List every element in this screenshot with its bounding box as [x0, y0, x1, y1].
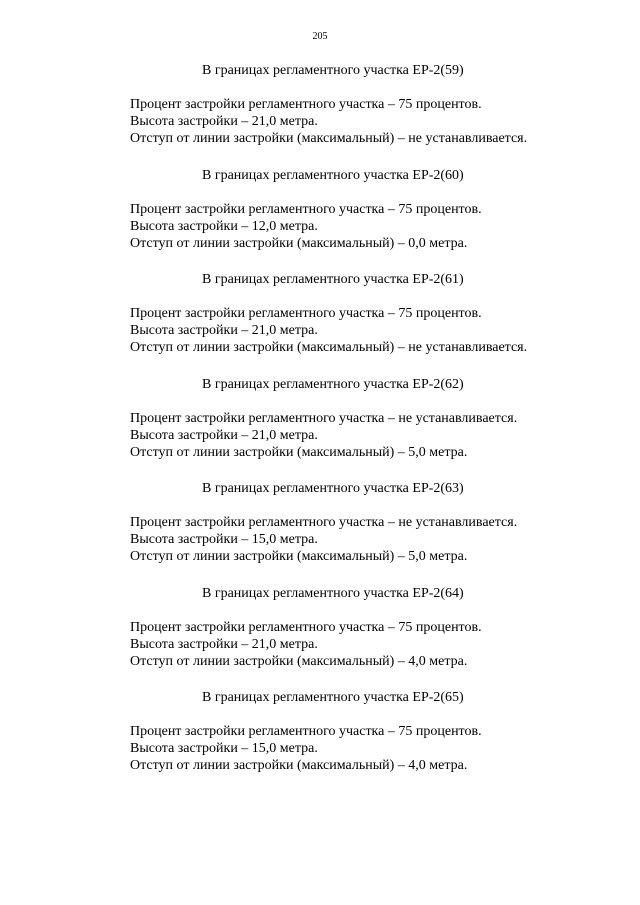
setback-line: Отступ от линии застройки (максимальный) – 0,0 метра.	[130, 235, 468, 251]
section-title: В границах регламентного участка ЕР-2(63)	[202, 481, 464, 496]
coverage-line: Процент застройки регламентного участка – не устанавливается.	[130, 515, 518, 530]
section-ep-2-60	[130, 167, 600, 272]
section-title: В границах регламентного участка ЕР-2(59)	[202, 63, 464, 78]
section-lines	[130, 619, 600, 670]
height-line: Высота застройки – 21,0 метра.	[130, 636, 318, 652]
height-line: Высота застройки – 12,0 метра.	[130, 218, 318, 234]
coverage-line: Процент застройки регламентного участка – не устанавливается.	[130, 410, 518, 426]
coverage-line: Процент застройки регламентного участка – 75 процентов.	[130, 724, 482, 739]
section-title: В границах регламентного участка ЕР-2(64)	[202, 585, 464, 601]
section-title: В границах регламентного участка ЕР-2(65)	[202, 690, 464, 705]
section-lines	[130, 201, 600, 252]
sections-list	[130, 62, 600, 794]
coverage-line: Процент застройки регламентного участка – 75 процентов.	[130, 97, 482, 112]
setback-line: Отступ от линии застройки (максимальный) – 5,0 метра.	[130, 549, 468, 564]
setback-line: Отступ от линии застройки (максимальный) – не устанавливается.	[130, 131, 528, 146]
section-lines	[130, 305, 600, 356]
section-ep-2-65	[130, 689, 600, 794]
setback-line: Отступ от линии застройки (максимальный) – не устанавливается.	[130, 340, 528, 355]
coverage-line: Процент застройки регламентного участка – 75 процентов.	[130, 619, 482, 635]
section-title: В границах регламентного участка ЕР-2(61)	[202, 272, 464, 287]
section-title: В границах регламентного участка ЕР-2(62)	[202, 376, 464, 392]
section-lines	[130, 96, 600, 147]
setback-line: Отступ от линии застройки (максимальный) – 5,0 метра.	[130, 444, 468, 460]
section-ep-2-59	[130, 62, 600, 167]
section-ep-2-62	[130, 376, 600, 481]
section-lines	[130, 410, 600, 461]
height-line: Высота застройки – 21,0 метра.	[130, 323, 318, 338]
height-line: Высота застройки – 15,0 метра.	[130, 532, 318, 547]
setback-line: Отступ от линии застройки (максимальный) – 4,0 метра.	[130, 653, 468, 669]
height-line: Высота застройки – 21,0 метра.	[130, 114, 318, 129]
coverage-line: Процент застройки регламентного участка – 75 процентов.	[130, 306, 482, 321]
section-ep-2-61	[130, 271, 600, 376]
height-line: Высота застройки – 15,0 метра.	[130, 741, 318, 756]
section-lines	[130, 514, 600, 565]
setback-line: Отступ от линии застройки (максимальный) – 4,0 метра.	[130, 758, 468, 773]
section-lines	[130, 723, 600, 774]
coverage-line: Процент застройки регламентного участка – 75 процентов.	[130, 201, 482, 217]
page-number: 205	[312, 31, 328, 42]
section-ep-2-64	[130, 585, 600, 690]
section-ep-2-63	[130, 480, 600, 585]
section-title: В границах регламентного участка ЕР-2(60)	[202, 167, 464, 183]
height-line: Высота застройки – 21,0 метра.	[130, 427, 318, 443]
